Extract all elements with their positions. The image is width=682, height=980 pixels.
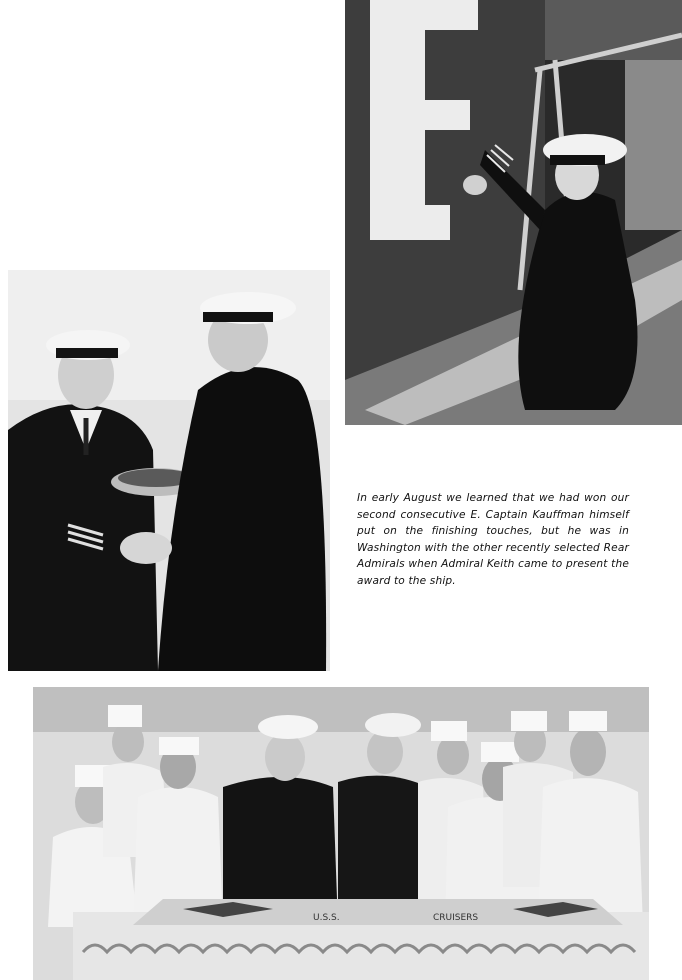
photo-cake-cutting [33,687,649,980]
photo-officer-painting-e [345,0,682,425]
cake-icing-text-left: U.S.S. [313,913,340,923]
photo-admiral-handshake [8,270,330,671]
sheet-cake [73,899,649,980]
caption-text: In early August we learned that we had won our second consecutive E. Captain Kauffman himself put on the finishing touches, but he was in Washington with the other recently selected Rear Admirals when Admiral Keith came to present the award to the ship. [357,492,629,587]
cake-icing-text-right: CRUISERS [433,913,479,923]
